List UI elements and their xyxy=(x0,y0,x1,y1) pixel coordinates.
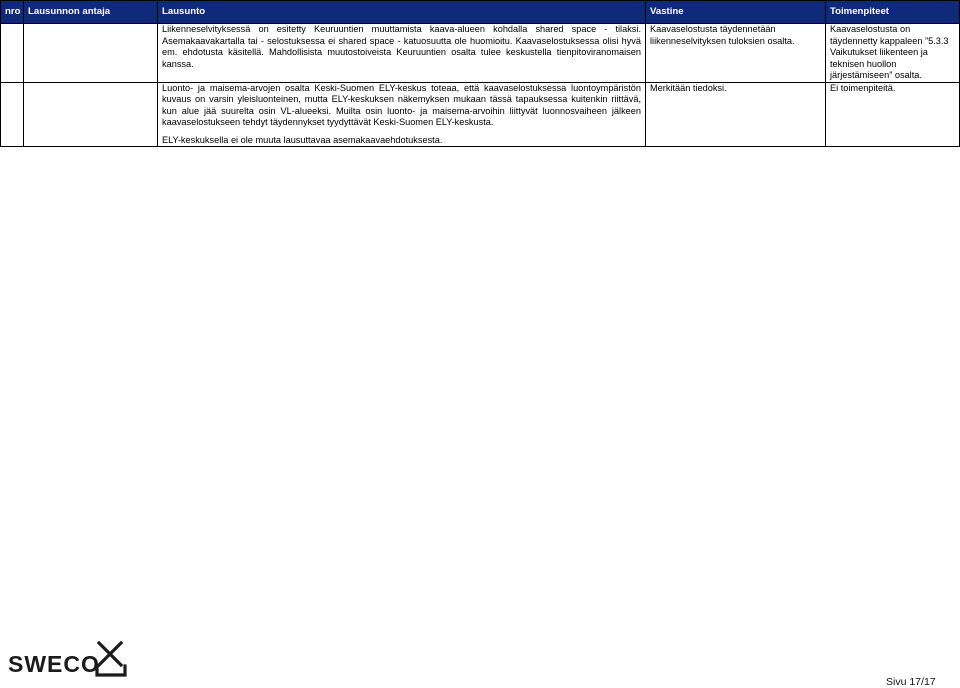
vastine-text: Kaavaselostusta täydennetään liikenneselvityksen tuloksien osalta. xyxy=(650,24,795,46)
cell-vastine xyxy=(646,82,826,147)
header-vastine: Vastine xyxy=(646,1,826,24)
lausunto-paragraph: Luonto- ja maisema-arvojen osalta Keski-Suomen ELY-keskus toteaa, että kaavaselostuksessa luontoympäristön kuvaus on varsin yleisluonteinen, mutta ELY-keskuksen näkemyksen mukaan tässä tapauksessa kuitenkin riittävä, kun alue jää suurelta osin VL-alueeksi. Muilta osin luonto- ja maisema-arvoihin liittyvät luonnosvaiheen jälkeen kaavaselostukseen tehdyt täydennykset tyydyttävät Keski-Suomen ELY-keskusta. xyxy=(162,82,641,127)
table-row xyxy=(1,82,960,147)
header-nro: nro xyxy=(1,1,24,24)
cell-nro xyxy=(1,24,24,83)
cell-lausunto xyxy=(158,24,646,83)
cell-vastine xyxy=(646,24,826,83)
header-lausunto: Lausunto xyxy=(158,1,646,24)
cell-nro xyxy=(1,82,24,147)
logo-text: SWECO xyxy=(8,651,100,677)
cell-lausunnon-antaja xyxy=(24,24,158,83)
sweco-logo-icon xyxy=(94,640,130,678)
statement-table xyxy=(0,0,960,147)
cell-lausunto xyxy=(158,82,646,147)
cell-toimenpiteet xyxy=(826,82,960,147)
header-lausunnon-antaja: Lausunnon antaja xyxy=(24,1,158,24)
lausunto-paragraph: Liikenneselvityksessä on esitetty Keuruuntien muuttamista kaava-alueen kohdalla shared space - tilaksi. Asemakaavakartalla tai - selostuksessa ei shared space - katuosuutta ole huomioitu. Kaavaselostuksessa olisi hyvä em. ehdotusta käsitellä. Mahdollisista muutostoiveista Keuruuntien osalta tulee keskustella tienpitoviranomaisen kanssa. xyxy=(162,24,641,69)
toimenpiteet-text: Ei toimenpiteitä. xyxy=(830,82,896,93)
cell-lausunnon-antaja xyxy=(24,82,158,147)
lausunto-paragraph: ELY-keskuksella ei ole muuta lausuttavaa asemakaavaehdotuksesta. xyxy=(162,134,443,145)
cell-toimenpiteet xyxy=(826,24,960,83)
sweco-logo xyxy=(8,642,128,678)
table-header-row xyxy=(1,1,960,24)
vastine-text: Merkitään tiedoksi. xyxy=(650,82,727,93)
toimenpiteet-text: Kaavaselostusta on täydennetty kappaleen ”5.3.3 Vaikutukset liikenteen ja teknisen huollon järjestämiseen” osalta. xyxy=(830,24,949,80)
header-toimenpiteet: Toimenpiteet xyxy=(826,1,960,24)
page-number: Sivu 17/17 xyxy=(886,676,936,688)
table-row xyxy=(1,24,960,83)
